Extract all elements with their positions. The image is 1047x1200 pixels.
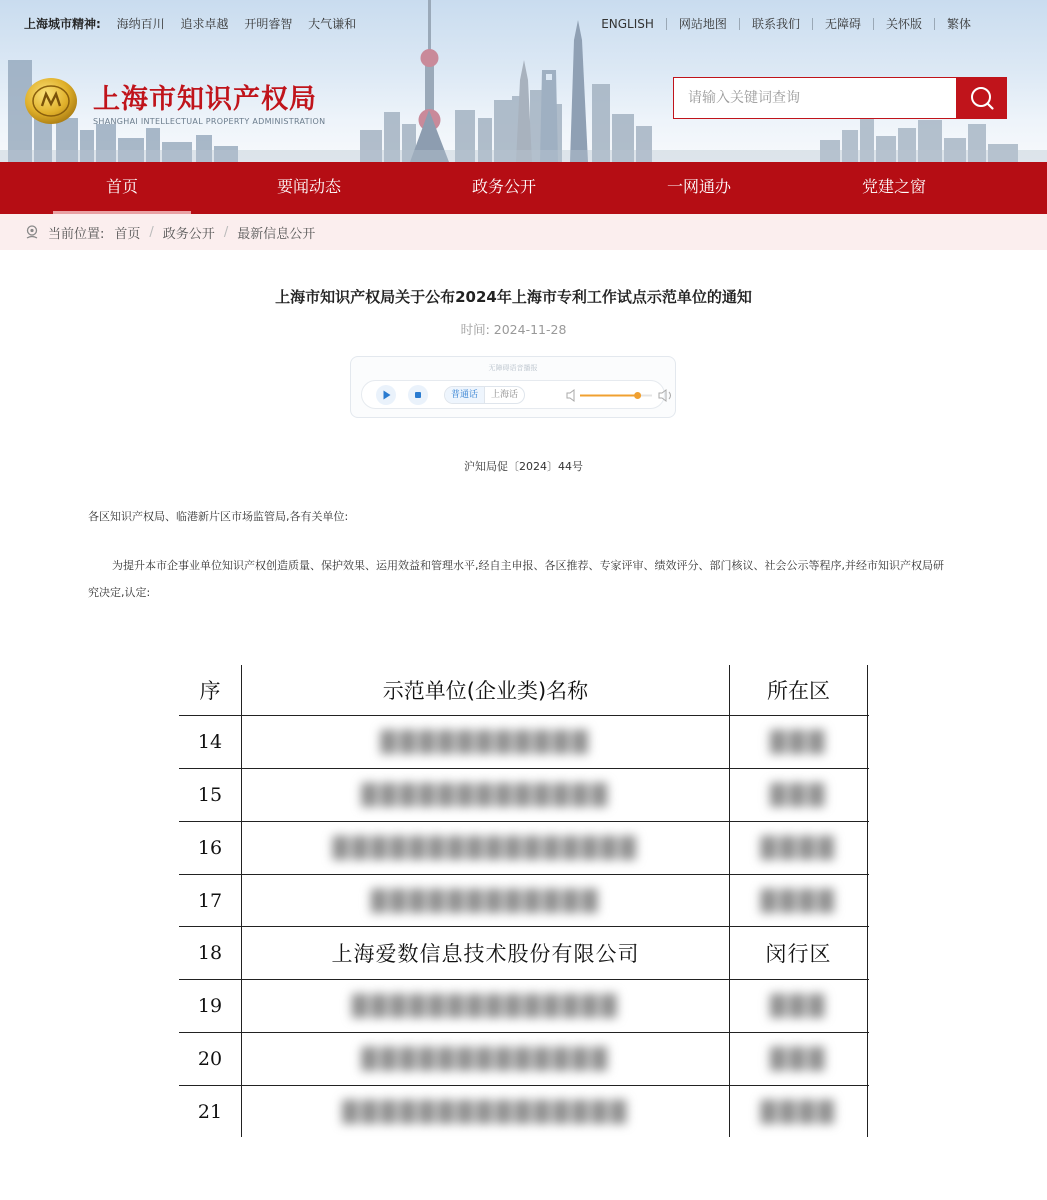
search-box xyxy=(673,77,1007,119)
nav-item-party-building[interactable]: 党建之窗 xyxy=(861,177,926,196)
row-seq: 20 xyxy=(197,1048,223,1070)
site-header xyxy=(0,0,1047,162)
breadcrumb-item-gov-affairs[interactable]: 政务公开 xyxy=(162,226,215,242)
accessibility-link[interactable]: 无障碍 xyxy=(812,18,873,30)
player-caption: 无障碍语音播报 xyxy=(488,364,538,372)
shanghainese-option[interactable]: 上海话 xyxy=(484,387,524,403)
row-seq: 16 xyxy=(197,837,223,859)
player-controls xyxy=(361,380,665,409)
traditional-chinese-link[interactable]: 繁体 xyxy=(934,18,983,30)
article-greeting: 各区知识产权局、临港新片区市场监管局,各有关单位: xyxy=(88,510,349,523)
table-divider xyxy=(867,665,868,1137)
demonstration-units-table xyxy=(179,665,869,1137)
elderly-mode-link[interactable]: 关怀版 xyxy=(873,18,934,30)
nav-item-gov-affairs[interactable]: 政务公开 xyxy=(471,177,536,196)
article-paragraph: 为提升本市企事业单位知识产权创造质量、保护效果、运用效益和管理水平,经自主申报、各区推荐、专家评审、绩效评分、部门核议、社会公示等程序,并经市知识产权局研究决定,认定: xyxy=(88,559,944,599)
site-title[interactable]: 上海市知识产权局 xyxy=(93,84,317,115)
city-spirit-label: 上海城市精神: xyxy=(24,17,101,31)
mandarin-option[interactable]: 普通话 xyxy=(445,387,484,403)
article-title: 上海市知识产权局关于公布2024年上海市专利工作试点示范单位的通知 xyxy=(275,288,752,306)
breadcrumb-separator: / xyxy=(149,224,154,240)
district-name: 闵行区 xyxy=(765,942,832,966)
redacted-company-name: ▓▓▓▓▓▓▓▓▓▓▓▓ xyxy=(370,888,601,913)
redacted-district: ▓▓▓ xyxy=(769,1047,828,1071)
english-link[interactable]: ENGLISH xyxy=(601,17,654,31)
breadcrumb-item-latest-info[interactable]: 最新信息公开 xyxy=(237,226,316,242)
play-button[interactable] xyxy=(376,385,396,405)
nav-item-news[interactable]: 要闻动态 xyxy=(276,177,341,196)
search-input[interactable] xyxy=(673,77,956,119)
contact-link[interactable]: 联系我们 xyxy=(739,18,812,30)
redacted-company-name: ▓▓▓▓▓▓▓▓▓▓▓ xyxy=(380,730,591,754)
city-spirit-bar xyxy=(24,15,368,32)
column-header-seq: 序 xyxy=(199,679,221,703)
city-spirit-item: 大气谦和 xyxy=(308,17,357,31)
redacted-district: ▓▓▓▓ xyxy=(760,1099,837,1124)
redacted-company-name: ▓▓▓▓▓▓▓▓▓▓▓▓▓▓▓ xyxy=(341,1099,630,1124)
breadcrumb-item-home[interactable]: 首页 xyxy=(114,226,141,242)
redacted-district: ▓▓▓ xyxy=(769,994,828,1018)
nav-item-home[interactable]: 首页 xyxy=(53,162,191,214)
row-seq: 15 xyxy=(197,784,223,806)
redacted-company-name: ▓▓▓▓▓▓▓▓▓▓▓▓▓▓▓▓ xyxy=(332,836,639,860)
row-seq: 14 xyxy=(197,731,223,753)
redacted-company-name: ▓▓▓▓▓▓▓▓▓▓▓▓▓ xyxy=(361,783,610,807)
breadcrumb-separator: / xyxy=(223,224,229,240)
sitemap-link[interactable]: 网站地图 xyxy=(666,18,739,30)
redacted-district: ▓▓▓ xyxy=(769,730,828,754)
redacted-district: ▓▓▓▓ xyxy=(760,836,837,860)
breadcrumb xyxy=(0,214,1047,250)
volume-low-icon xyxy=(567,390,574,401)
play-icon xyxy=(376,385,396,405)
row-seq: 21 xyxy=(197,1100,223,1123)
dialect-switch xyxy=(444,386,525,404)
city-spirit-item: 开明睿智 xyxy=(244,17,293,31)
top-links xyxy=(589,18,983,30)
column-header-district: 所在区 xyxy=(767,679,830,703)
column-header-name: 示范单位(企业类)名称 xyxy=(382,679,589,703)
redacted-district: ▓▓▓▓ xyxy=(760,888,837,913)
redacted-company-name: ▓▓▓▓▓▓▓▓▓▓▓▓▓▓ xyxy=(351,994,620,1018)
row-seq: 18 xyxy=(197,942,223,964)
row-seq: 19 xyxy=(197,995,223,1017)
stop-icon xyxy=(408,385,428,405)
redacted-district: ▓▓▓ xyxy=(769,783,828,807)
search-button[interactable] xyxy=(956,77,1007,119)
stop-button[interactable] xyxy=(408,385,428,405)
site-subtitle: SHANGHAI INTELLECTUAL PROPERTY ADMINISTRATION xyxy=(93,117,326,126)
redacted-company-name: ▓▓▓▓▓▓▓▓▓▓▓▓▓ xyxy=(361,1047,610,1071)
location-icon xyxy=(24,224,40,240)
main-nav xyxy=(0,162,1047,214)
city-spirit-item: 追求卓越 xyxy=(180,17,229,31)
breadcrumb-label: 当前位置: xyxy=(48,226,105,242)
nav-item-online-services[interactable]: 一网通办 xyxy=(666,177,731,196)
company-name: 上海爱数信息技术股份有限公司 xyxy=(331,942,640,966)
volume-slider[interactable] xyxy=(566,387,678,404)
volume-high-icon xyxy=(659,390,671,401)
article-date: 时间: 2024-11-28 xyxy=(460,322,567,337)
audio-player xyxy=(350,356,676,418)
row-seq: 17 xyxy=(197,889,223,912)
search-icon xyxy=(969,85,995,111)
document-number: 沪知局促〔2024〕44号 xyxy=(464,460,583,473)
city-spirit-item: 海纳百川 xyxy=(116,17,165,31)
ip-emblem-logo[interactable] xyxy=(24,76,78,126)
